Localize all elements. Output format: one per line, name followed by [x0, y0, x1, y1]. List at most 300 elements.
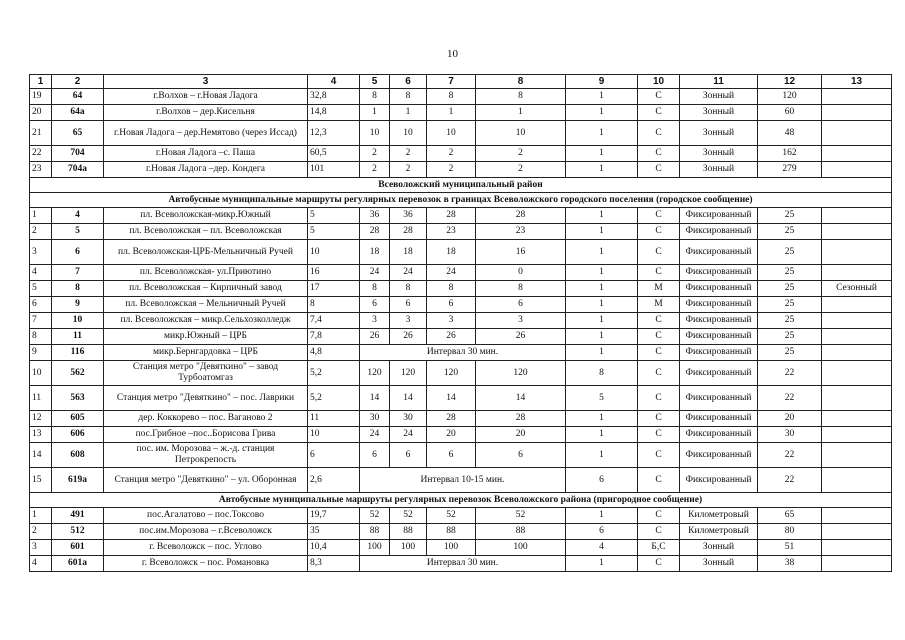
table-row	[30, 386, 892, 411]
route-number-cell: 116	[52, 345, 104, 361]
count-cell: 1	[566, 162, 638, 178]
table-row	[30, 443, 892, 468]
row-number-cell: 4	[30, 265, 52, 281]
count-cell: 1	[566, 89, 638, 105]
table-row	[30, 265, 892, 281]
vehicles-cell: 120	[476, 361, 566, 386]
vehicles-cell: 8	[427, 89, 476, 105]
note-cell	[822, 146, 892, 162]
vehicles-cell: 88	[476, 524, 566, 540]
row-number-cell: 21	[30, 121, 52, 146]
class-cell: С	[638, 508, 680, 524]
vehicles-cell: 88	[360, 524, 390, 540]
fare-cell: 80	[758, 524, 822, 540]
route-length-cell: 5,2	[308, 361, 360, 386]
class-cell: С	[638, 313, 680, 329]
class-cell: С	[638, 240, 680, 265]
class-cell: С	[638, 105, 680, 121]
note-cell	[822, 329, 892, 345]
section-city-title: Автобусные муниципальные маршруты регулярных перевозок в границах Всеволожского городского поселения (городское сообщение)	[30, 193, 892, 208]
route-path-cell: г.Волхов – г.Новая Ладога	[104, 89, 308, 105]
note-cell	[822, 240, 892, 265]
row-number-cell: 15	[30, 468, 52, 493]
route-number-cell: 704	[52, 146, 104, 162]
table-row	[30, 361, 892, 386]
vehicles-cell: 23	[427, 224, 476, 240]
table-row	[30, 297, 892, 313]
note-cell	[822, 121, 892, 146]
fare-cell: 25	[758, 281, 822, 297]
vehicles-cell: 120	[360, 361, 390, 386]
count-cell: 4	[566, 540, 638, 556]
vehicles-cell: 52	[360, 508, 390, 524]
vehicles-cell: 1	[360, 105, 390, 121]
vehicles-cell: 100	[427, 540, 476, 556]
tariff-cell: Километровый	[680, 508, 758, 524]
route-number-cell: 601а	[52, 556, 104, 572]
vehicles-cell: 26	[360, 329, 390, 345]
note-cell	[822, 556, 892, 572]
class-cell: С	[638, 361, 680, 386]
route-length-cell: 5,2	[308, 386, 360, 411]
vehicles-cell: 10	[360, 121, 390, 146]
tariff-cell: Фиксированный	[680, 443, 758, 468]
vehicles-cell: 3	[360, 313, 390, 329]
tariff-cell: Фиксированный	[680, 427, 758, 443]
table-row	[30, 524, 892, 540]
tariff-cell: Зонный	[680, 89, 758, 105]
note-cell	[822, 208, 892, 224]
count-cell: 1	[566, 345, 638, 361]
route-number-cell: 4	[52, 208, 104, 224]
class-cell: М	[638, 297, 680, 313]
vehicles-cell: 24	[360, 265, 390, 281]
fare-cell: 60	[758, 105, 822, 121]
count-cell: 1	[566, 224, 638, 240]
note-cell	[822, 297, 892, 313]
note-cell	[822, 224, 892, 240]
route-length-cell: 2,6	[308, 468, 360, 493]
route-number-cell: 605	[52, 411, 104, 427]
row-number-cell: 3	[30, 540, 52, 556]
route-number-cell: 563	[52, 386, 104, 411]
vehicles-cell: 6	[427, 443, 476, 468]
tariff-cell: Фиксированный	[680, 297, 758, 313]
route-path-cell: пл. Всеволожская- ул.Приютино	[104, 265, 308, 281]
vehicles-cell: 1	[476, 105, 566, 121]
vehicles-cell: 120	[427, 361, 476, 386]
route-number-cell: 491	[52, 508, 104, 524]
route-path-cell: г.Новая Ладога – дер.Немятово (через Иссад)	[104, 121, 308, 146]
row-number-cell: 9	[30, 345, 52, 361]
route-path-cell: г. Всеволожск – пос. Углово	[104, 540, 308, 556]
vehicles-cell: 0	[476, 265, 566, 281]
route-length-cell: 35	[308, 524, 360, 540]
fare-cell: 22	[758, 468, 822, 493]
route-length-cell: 17	[308, 281, 360, 297]
table-row	[30, 313, 892, 329]
table-row	[30, 345, 892, 361]
route-length-cell: 60,5	[308, 146, 360, 162]
vehicles-cell: 20	[476, 427, 566, 443]
note-cell	[822, 386, 892, 411]
class-cell: Б,С	[638, 540, 680, 556]
route-path-cell: микр.Южный – ЦРБ	[104, 329, 308, 345]
fare-cell: 162	[758, 146, 822, 162]
vehicles-cell: 10	[476, 121, 566, 146]
vehicles-cell: 2	[390, 162, 427, 178]
vehicles-cell: 3	[427, 313, 476, 329]
col-header: 7	[427, 75, 476, 89]
vehicles-cell: 2	[360, 162, 390, 178]
vehicles-cell: 1	[390, 105, 427, 121]
row-number-cell: 2	[30, 524, 52, 540]
section-suburb-title: Автобусные муниципальные маршруты регулярных перевозок Всеволожского района (пригородное сообщение)	[30, 493, 892, 508]
fare-cell: 25	[758, 208, 822, 224]
vehicles-cell: 23	[476, 224, 566, 240]
route-path-cell: пл. Всеволожская – микр.Сельхозколледж	[104, 313, 308, 329]
count-cell: 5	[566, 386, 638, 411]
fare-cell: 22	[758, 386, 822, 411]
section-district-title: Всеволожский муниципальный район	[30, 178, 892, 193]
route-number-cell: 619а	[52, 468, 104, 493]
note-cell	[822, 265, 892, 281]
vehicles-cell: 20	[427, 427, 476, 443]
count-cell: 1	[566, 313, 638, 329]
fare-cell: 22	[758, 443, 822, 468]
route-number-cell: 10	[52, 313, 104, 329]
route-path-cell: пл. Всеволожская – пл. Всеволожская	[104, 224, 308, 240]
route-path-cell: Станция метро "Девяткино" – пос. Лаврики	[104, 386, 308, 411]
route-path-cell: пл. Всеволожская-ЦРБ-Мельничный Ручей	[104, 240, 308, 265]
tariff-cell: Зонный	[680, 556, 758, 572]
route-number-cell: 8	[52, 281, 104, 297]
class-cell: С	[638, 427, 680, 443]
route-path-cell: Станция метро "Девяткино" – ул. Оборонная	[104, 468, 308, 493]
table-row	[30, 105, 892, 121]
vehicles-cell: 18	[360, 240, 390, 265]
count-cell: 6	[566, 524, 638, 540]
col-header: 9	[566, 75, 638, 89]
fare-cell: 25	[758, 313, 822, 329]
route-number-cell: 608	[52, 443, 104, 468]
route-length-cell: 10,4	[308, 540, 360, 556]
tariff-cell: Фиксированный	[680, 468, 758, 493]
fare-cell: 25	[758, 265, 822, 281]
tariff-cell: Фиксированный	[680, 345, 758, 361]
class-cell: С	[638, 224, 680, 240]
table-row	[30, 540, 892, 556]
vehicles-cell: 28	[360, 224, 390, 240]
class-cell: С	[638, 329, 680, 345]
vehicles-cell: 3	[476, 313, 566, 329]
vehicles-cell: 88	[390, 524, 427, 540]
route-number-cell: 512	[52, 524, 104, 540]
row-number-cell: 19	[30, 89, 52, 105]
vehicles-cell: 24	[390, 427, 427, 443]
row-number-cell: 6	[30, 297, 52, 313]
route-path-cell: Станция метро "Девяткино" – завод Турбоатомгаз	[104, 361, 308, 386]
vehicles-cell: 10	[427, 121, 476, 146]
route-length-cell: 7,8	[308, 329, 360, 345]
route-path-cell: пл. Всеволожская-микр.Южный	[104, 208, 308, 224]
vehicles-cell: 30	[390, 411, 427, 427]
vehicles-cell: 24	[390, 265, 427, 281]
table-row	[30, 208, 892, 224]
route-number-cell: 64а	[52, 105, 104, 121]
vehicles-cell: 14	[476, 386, 566, 411]
route-path-cell: микр.Бернгардовка – ЦРБ	[104, 345, 308, 361]
table-row	[30, 556, 892, 572]
note-cell	[822, 468, 892, 493]
tariff-cell: Фиксированный	[680, 265, 758, 281]
count-cell: 1	[566, 508, 638, 524]
count-cell: 1	[566, 208, 638, 224]
route-number-cell: 704а	[52, 162, 104, 178]
class-cell: С	[638, 89, 680, 105]
fare-cell: 25	[758, 297, 822, 313]
class-cell: С	[638, 386, 680, 411]
vehicles-cell: 24	[427, 265, 476, 281]
route-number-cell: 5	[52, 224, 104, 240]
vehicles-cell: 2	[476, 146, 566, 162]
class-cell: С	[638, 146, 680, 162]
tariff-cell: Фиксированный	[680, 361, 758, 386]
note-cell	[822, 427, 892, 443]
route-number-cell: 7	[52, 265, 104, 281]
route-number-cell: 6	[52, 240, 104, 265]
vehicles-cell: 52	[390, 508, 427, 524]
count-cell: 1	[566, 427, 638, 443]
col-header: 11	[680, 75, 758, 89]
route-number-cell: 601	[52, 540, 104, 556]
count-cell: 6	[566, 468, 638, 493]
col-header: 5	[360, 75, 390, 89]
route-number-cell: 562	[52, 361, 104, 386]
vehicles-cell: 10	[390, 121, 427, 146]
tariff-cell: Фиксированный	[680, 313, 758, 329]
class-cell: С	[638, 411, 680, 427]
table-row	[30, 224, 892, 240]
fare-cell: 25	[758, 329, 822, 345]
vehicles-cell: 36	[360, 208, 390, 224]
row-number-cell: 22	[30, 146, 52, 162]
col-header: 13	[822, 75, 892, 89]
table-row	[30, 329, 892, 345]
row-number-cell: 3	[30, 240, 52, 265]
vehicles-cell: 28	[476, 208, 566, 224]
fare-cell: 65	[758, 508, 822, 524]
vehicles-cell: 8	[360, 281, 390, 297]
route-length-cell: 101	[308, 162, 360, 178]
row-number-cell: 23	[30, 162, 52, 178]
vehicles-cell: 8	[427, 281, 476, 297]
vehicles-cell: 2	[427, 146, 476, 162]
count-cell: 1	[566, 329, 638, 345]
count-cell: 1	[566, 443, 638, 468]
note-cell	[822, 89, 892, 105]
count-cell: 1	[566, 146, 638, 162]
fare-cell: 20	[758, 411, 822, 427]
vehicles-cell: 6	[390, 443, 427, 468]
routes-table	[29, 74, 892, 572]
vehicles-cell: 2	[390, 146, 427, 162]
section-district	[30, 178, 892, 193]
route-length-cell: 4,8	[308, 345, 360, 361]
route-length-cell: 16	[308, 265, 360, 281]
count-cell: 1	[566, 265, 638, 281]
tariff-cell: Зонный	[680, 121, 758, 146]
note-cell	[822, 162, 892, 178]
note-cell	[822, 361, 892, 386]
note-cell	[822, 524, 892, 540]
vehicles-cell: 1	[427, 105, 476, 121]
row-number-cell: 7	[30, 313, 52, 329]
fare-cell: 25	[758, 240, 822, 265]
fare-cell: 38	[758, 556, 822, 572]
interval-cell: Интервал 30 мин.	[360, 345, 566, 361]
vehicles-cell: 100	[476, 540, 566, 556]
vehicles-cell: 100	[390, 540, 427, 556]
route-length-cell: 19,7	[308, 508, 360, 524]
route-path-cell: г. Всеволожск – пос. Романовка	[104, 556, 308, 572]
col-header: 3	[104, 75, 308, 89]
count-cell: 1	[566, 105, 638, 121]
vehicles-cell: 6	[390, 297, 427, 313]
class-cell: С	[638, 443, 680, 468]
vehicles-cell: 18	[427, 240, 476, 265]
count-cell: 1	[566, 297, 638, 313]
route-path-cell: г.Волхов – дер.Кисельня	[104, 105, 308, 121]
class-cell: С	[638, 265, 680, 281]
row-number-cell: 5	[30, 281, 52, 297]
route-number-cell: 64	[52, 89, 104, 105]
route-length-cell: 32,8	[308, 89, 360, 105]
col-header: 6	[390, 75, 427, 89]
vehicles-cell: 16	[476, 240, 566, 265]
fare-cell: 51	[758, 540, 822, 556]
tariff-cell: Фиксированный	[680, 329, 758, 345]
col-header: 12	[758, 75, 822, 89]
vehicles-cell: 14	[390, 386, 427, 411]
route-path-cell: пл. Всеволожская – Кирпичный завод	[104, 281, 308, 297]
table-row	[30, 281, 892, 297]
vehicles-cell: 6	[427, 297, 476, 313]
note-cell	[822, 411, 892, 427]
vehicles-cell: 28	[427, 411, 476, 427]
note-cell	[822, 540, 892, 556]
route-length-cell: 8,3	[308, 556, 360, 572]
vehicles-cell: 26	[427, 329, 476, 345]
fare-cell: 25	[758, 224, 822, 240]
table-row	[30, 411, 892, 427]
tariff-cell: Километровый	[680, 524, 758, 540]
route-length-cell: 14,8	[308, 105, 360, 121]
fare-cell: 22	[758, 361, 822, 386]
route-path-cell: г.Новая Ладога –с. Паша	[104, 146, 308, 162]
vehicles-cell: 100	[360, 540, 390, 556]
tariff-cell: Зонный	[680, 105, 758, 121]
tariff-cell: Зонный	[680, 162, 758, 178]
route-length-cell: 12,3	[308, 121, 360, 146]
class-cell: С	[638, 345, 680, 361]
fare-cell: 25	[758, 345, 822, 361]
vehicles-cell: 2	[476, 162, 566, 178]
vehicles-cell: 8	[360, 89, 390, 105]
vehicles-cell: 30	[360, 411, 390, 427]
route-number-cell: 65	[52, 121, 104, 146]
col-header: 1	[30, 75, 52, 89]
class-cell: С	[638, 556, 680, 572]
row-number-cell: 8	[30, 329, 52, 345]
vehicles-cell: 28	[427, 208, 476, 224]
vehicles-cell: 24	[360, 427, 390, 443]
route-length-cell: 10	[308, 240, 360, 265]
vehicles-cell: 120	[390, 361, 427, 386]
class-cell: С	[638, 162, 680, 178]
route-length-cell: 10	[308, 427, 360, 443]
tariff-cell: Фиксированный	[680, 224, 758, 240]
route-length-cell: 7,4	[308, 313, 360, 329]
vehicles-cell: 18	[390, 240, 427, 265]
class-cell: С	[638, 121, 680, 146]
vehicles-cell: 8	[476, 89, 566, 105]
tariff-cell: Зонный	[680, 540, 758, 556]
interval-cell: Интервал 30 мин.	[360, 556, 566, 572]
count-cell: 1	[566, 121, 638, 146]
route-path-cell: пос.Грибное –пос..Борисова Грива	[104, 427, 308, 443]
note-cell	[822, 313, 892, 329]
route-path-cell: пос.им.Морозова – г.Всеволожск	[104, 524, 308, 540]
row-number-cell: 20	[30, 105, 52, 121]
row-number-cell: 14	[30, 443, 52, 468]
header-row	[30, 75, 892, 89]
table-row	[30, 468, 892, 493]
count-cell: 1	[566, 556, 638, 572]
row-number-cell: 10	[30, 361, 52, 386]
vehicles-cell: 6	[360, 443, 390, 468]
table-row	[30, 146, 892, 162]
note-cell	[822, 345, 892, 361]
interval-cell: Интервал 10-15 мин.	[360, 468, 566, 493]
vehicles-cell: 2	[360, 146, 390, 162]
vehicles-cell: 28	[390, 224, 427, 240]
fare-cell: 48	[758, 121, 822, 146]
tariff-cell: Фиксированный	[680, 208, 758, 224]
route-length-cell: 8	[308, 297, 360, 313]
vehicles-cell: 36	[390, 208, 427, 224]
vehicles-cell: 88	[427, 524, 476, 540]
fare-cell: 279	[758, 162, 822, 178]
note-cell: Сезонный	[822, 281, 892, 297]
col-header: 2	[52, 75, 104, 89]
route-path-cell: пос.Агалатово – пос.Токсово	[104, 508, 308, 524]
row-number-cell: 4	[30, 556, 52, 572]
section-suburb	[30, 493, 892, 508]
count-cell: 1	[566, 411, 638, 427]
class-cell: С	[638, 468, 680, 493]
fare-cell: 30	[758, 427, 822, 443]
vehicles-cell: 8	[390, 281, 427, 297]
vehicles-cell: 8	[476, 281, 566, 297]
vehicles-cell: 52	[476, 508, 566, 524]
vehicles-cell: 52	[427, 508, 476, 524]
vehicles-cell: 14	[360, 386, 390, 411]
vehicles-cell: 28	[476, 411, 566, 427]
vehicles-cell: 6	[476, 443, 566, 468]
section-city	[30, 193, 892, 208]
tariff-cell: Фиксированный	[680, 281, 758, 297]
